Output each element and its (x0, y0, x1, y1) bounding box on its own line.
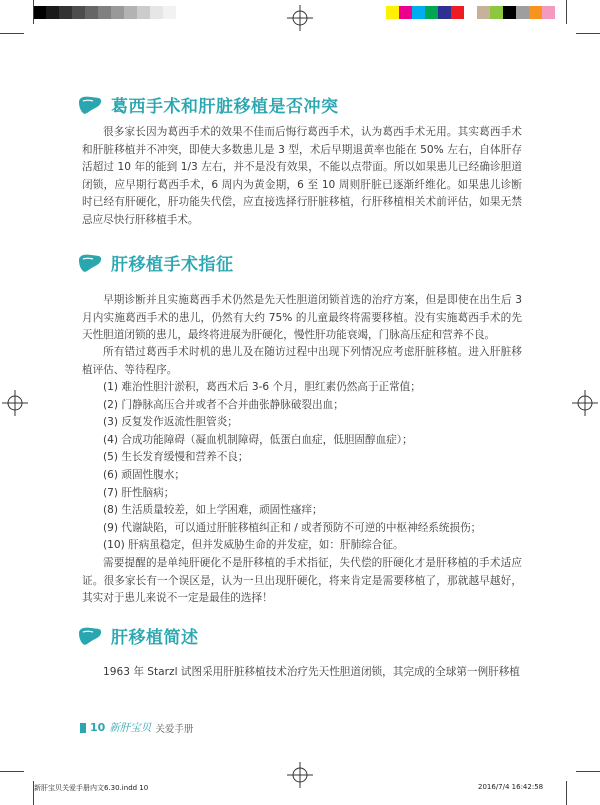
indication-list (103, 379, 523, 555)
calibration-swatch (150, 6, 163, 19)
list-item: (5) 生长发育缓慢和营养不良； (103, 451, 249, 464)
liver-icon (77, 94, 103, 116)
registration-mark-bottom-icon (287, 762, 313, 788)
calibration-swatch (438, 6, 451, 19)
calibration-swatch (59, 6, 72, 19)
section-title: 葛西手术和肝脏移植是否冲突 (111, 97, 339, 117)
liver-icon (77, 252, 103, 274)
print-slug-file: 新肝宝贝关爱手册内文6.30.indd 10 (34, 784, 149, 792)
calibration-swatch (46, 6, 59, 19)
calibration-swatch (477, 6, 490, 19)
section-heading-1 (77, 92, 339, 117)
calibration-swatch (412, 6, 425, 19)
calibration-swatch (503, 6, 516, 19)
footer-subtitle: 关爱手册 (155, 723, 194, 735)
list-item: (10) 肝病虽稳定，但并发威胁生命的并发症，如：肝肺综合征。 (103, 539, 404, 552)
calibration-swatch (33, 6, 46, 19)
list-item: (4) 合成功能障碍（凝血机制障碍，低蛋白血症，低胆固醇血症）； (103, 433, 413, 446)
crop-mark (576, 771, 600, 772)
liver-icon (77, 625, 103, 647)
list-item: (7) 肝性脑病； (103, 486, 175, 499)
registration-mark-top-icon (287, 5, 313, 31)
calibration-swatch (124, 6, 137, 19)
paragraph: 所有错过葛西手术时机的患儿及在随访过程中出现下列情况应考虑肝脏移植。进入肝脏移植评估、等待程序。 (82, 346, 522, 376)
crop-mark (33, 0, 34, 24)
list-item: (3) 反复发作返流性胆管炎； (103, 416, 238, 429)
brand-logo: 新肝宝贝 (109, 722, 152, 734)
calibration-swatch (98, 6, 111, 19)
section-heading-2 (77, 250, 234, 275)
section-title: 肝移植手术指征 (111, 255, 234, 275)
page-footer (80, 720, 193, 735)
crop-mark (0, 33, 24, 34)
calibration-swatch (490, 6, 503, 19)
print-slug-timestamp: 2016/7/4 16:42:58 (478, 783, 544, 791)
registration-mark-right-icon (572, 390, 598, 416)
paragraph: 需要提醒的是单纯肝硬化不是肝移植的手术指征，失代偿的肝硬化才是肝移植的手术适应证。很多家长有一个误区是，认为一旦出现肝硬化，将来肯定是需要移植了，那就越早越好，其实对于患儿来说不一定是最佳的选择！ (82, 557, 522, 605)
footer-marker (80, 723, 86, 733)
gray-calibration-bar (33, 6, 176, 19)
color-calibration-bar (386, 6, 555, 19)
calibration-swatch (425, 6, 438, 19)
registration-mark-left-icon (2, 390, 28, 416)
list-item: (6) 顽固性腹水； (103, 468, 185, 481)
paragraph: 早期诊断并且实施葛西手术仍然是先天性胆道闭锁首选的治疗方案，但是即使在出生后 3 月内实施葛西手术的患儿，仍然有大约 75% 的儿童最终将需要移植。没有实施葛西手术的先天性胆道闭锁的患儿，最终将进展为肝硬化，慢性肝功能衰竭，门脉高压症和营养不良。 (82, 294, 522, 342)
section-heading-3 (77, 623, 199, 648)
calibration-swatch (111, 6, 124, 19)
calibration-swatch (137, 6, 150, 19)
crop-mark (566, 781, 567, 805)
list-item: (2) 门静脉高压合并或者不合并曲张静脉破裂出血； (103, 398, 344, 411)
crop-mark (566, 0, 567, 24)
list-item: (1) 难治性胆汁淤积，葛西术后 3-6 个月，胆红素仍然高于正常值； (103, 381, 421, 393)
calibration-swatch (72, 6, 85, 19)
calibration-swatch (464, 6, 477, 19)
calibration-swatch (399, 6, 412, 19)
calibration-swatch (451, 6, 464, 19)
calibration-swatch (542, 6, 555, 19)
crop-mark (576, 33, 600, 34)
crop-mark (0, 771, 24, 772)
calibration-swatch (163, 6, 176, 19)
calibration-swatch (516, 6, 529, 19)
calibration-swatch (529, 6, 542, 19)
paragraph: 1963 年 Starzl 试图采用肝脏移植技术治疗先天性胆道闭锁，其完成的全球第一例肝移植 (103, 666, 520, 678)
list-item: (9) 代谢缺陷，可以通过肝脏移植纠正和 / 或者预防不可逆的中枢神经系统损伤； (103, 521, 482, 534)
list-item: (8) 生活质量较差，如上学困难，顽固性瘙痒； (103, 504, 323, 517)
page-number: 10 (90, 721, 106, 734)
calibration-swatch (386, 6, 399, 19)
section-title: 肝移植简述 (111, 628, 199, 648)
paragraph: 很多家长因为葛西手术的效果不佳而后悔行葛西手术，认为葛西手术无用。其实葛西手术和肝脏移植并不冲突，即使大多数患儿是 3 型，术后早期退黄率也能在 50% 左右，自体肝存活超过 10 年的能到 1/3 左右，并不是没有效果，不能以点带面。所以如果患儿已经确诊胆道闭锁，应早期行葛西手术，6 周内为黄金期，6 至 10 周则肝脏已逐渐纤维化。如果患儿诊断时已经有肝硬化，肝功能失代偿，应直接选择行肝脏移植，行肝移植相关术前评估，如果无禁忌应尽快行肝移植手术。 (82, 126, 522, 226)
calibration-swatch (85, 6, 98, 19)
